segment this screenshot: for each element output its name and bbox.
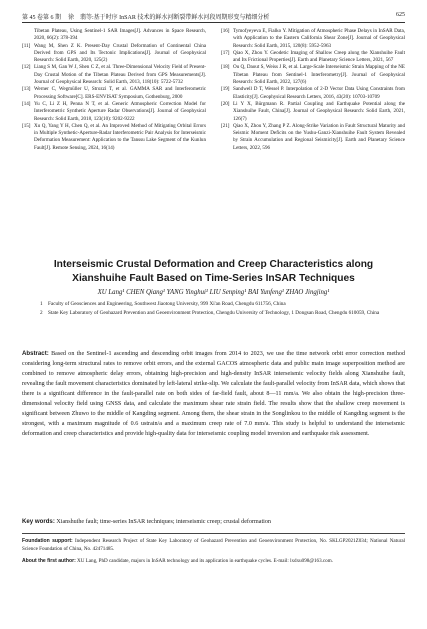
funding-footnote: [22, 537, 405, 553]
reference-item: [13] Werner C, Wegmüller U, Strozzi T, et al. GAMMA SAR and Interferometric Processing Software[C]. ERS-ENVISAT Symposium, Gothenburg, 2000: [22, 86, 206, 100]
abstract: [22, 349, 405, 439]
header-page-number: 625: [396, 12, 405, 18]
reference-item: [11] Wang M, Shen Z K. Present-Day Crustal Deformation of Continental China Derived from GPS and Its Tectonic Implications[J]. Journal of Geophysical Research: Solid Earth, 2020, 125(2): [22, 42, 206, 64]
header-issue: 第 45 卷第 6 期: [22, 15, 62, 21]
reference-item: [17] Qiao X, Zhou Y. Geodetic Imaging of Shallow Creep along the Xianshuihe Fault and Its Frictional Properties[J]. Earth and Planetary Science Letters, 2021, 567: [221, 49, 405, 64]
reference-item: [12] Liang S M, Gan W J, Shen C Z, et al. Three-Dimensional Velocity Field of Present-Day Crustal Motion of the Tibetan Plateau Derived from GPS Measurements[J]. Journal of Geophysical Research: Solid Earth, 2013, 118(10): 5722-5732: [22, 64, 206, 86]
paper-title: [30, 258, 397, 286]
keywords-text: Xianshuihe fault; time-series InSAR techniques; interseismic creep; crustal deformation: [54, 519, 271, 525]
author-list: XU Lang¹ CHEN Qiang¹ YANG Yinghui¹ LIU Senping¹ BAI Yunfeng¹ ZHAO Jingjing¹: [97, 289, 330, 296]
keywords: [22, 518, 405, 525]
title-line-2: Xianshuihe Fault Based on Time-Series InSAR Techniques: [72, 273, 355, 284]
reference-list: [22, 28, 405, 254]
reference-item: [20] Li Y X, Bürgmann R. Partial Coupling and Earthquake Potential along the Xianshuihe Fault, China[J]. Journal of Geophysical Research: Solid Earth, 2021, 126(7): [221, 100, 405, 122]
reference-item: [19] Sandwell D T, Wessel P. Interpolation of 2-D Vector Data Using Constraints from Elasticity[J]. Geophysical Research Letters, 2016, 43(20): 10703-10709: [221, 86, 405, 100]
reference-item: [14] Yu C, Li Z H, Penna N T, et al. Generic Atmospheric Correction Model for Interferometric Synthetic Aperture Radar Observations[J]. Journal of Geophysical Research: Solid Earth, 2018, 123(10): 9202-9222: [22, 100, 206, 122]
author-text: XU Lang, PhD candidate, majors in InSAR technology and its application in earthquake cycles. E-mail: lxdxu098@163.com.: [75, 558, 333, 564]
affiliation-2: 2 State Key Laboratory of Geohazard Prevention and Geoenvironment Protection, Chengdu University of Technology, 1 Dongsan Road, Chengdu 610059, China: [40, 310, 380, 316]
abstract-label: Abstract:: [22, 350, 49, 357]
title-line-1: Interseismic Crustal Deformation and Creep Characteristics along: [53, 259, 374, 270]
affiliation-1: 1 Faculty of Geosciences and Engineering, Southwest Jiaotong University, 999 Xi'an Road, Chengdu 611756, China: [40, 301, 286, 307]
funding-text: Independent Research Project of State Key Laboratory of Geohazard Prevention and Geoenvironment Protection, No. SKLGP2021Z034; National Natural Science Foundation of China, No. 42471485.: [22, 538, 405, 552]
reference-item: [15] Xu Q, Yang Y H, Chen Q, et al. An Improved Method of Mitigating Orbital Errors in Multiple Synthetic-Aperture-Radar Interferometric Pair Analysis for Interseismic Deformation Measurement: Application to the Tanssu Lake Segment of the Kunlun Fault[J]. Remote Sensing, 2024, 16(14): [22, 122, 206, 151]
header-title: 徐 翡等:基于时序 InSAR 技术的鲜水河断裂带鲜水河段周期形变与精细分析: [68, 15, 270, 21]
abstract-text: Based on the Sentinel-1 ascending and descending orbit images from 2014 to 2023, we use the time network orbit error correction method considering long-term structural rates to remove orbit errors, and the external GACOS atmospheric data and public main image superposition method are combined to remove atmospheric delay errors, obtaining high-precision and high-density InSAR interseismic velocity fields along Xianshuihe fault, revealing the fault movement characteristics dominated by left-lateral strike-slip. We calculate the fault-parallel velocity from InSAR data, which shows that there is a significant difference in the fault-parallel rate on both sides of far-field fault, about 8—11 mm/a. We also obtain the high-precision three-dimensional velocity field using GNSS data, and calculate the maximum shear rate strain field. The results show that the shallow creep movement is significant between Zhuwo to the middle of Kangding segment. Among them, the shear strain in the Songlinkou to the middle of Kangding segment is the strongest, with a maximum magnitude of 0.6 ustrain/a and a maximum creep rate of 7.0 mm/a. This study is helpful to understand the interseismic deformation and creep characteristics and provide high-quality data for interseismic coupling model inversion and earthquake risk assessment.: [22, 351, 405, 437]
keywords-label: Key words:: [22, 518, 55, 525]
reference-item: [16] Tymofyeyeva E, Fialko Y. Mitigation of Atmospheric Phase Delays in InSAR Data, with Application to the Eastern California Shear Zone[J]. Journal of Geophysical Research: Solid Earth, 2015, 120(8): 5952-5963: [221, 28, 405, 49]
reference-item: [18] Ou Q, Daout S, Weiss J R, et al. Large-Scale Interseismic Strain Mapping of the NE Tibetan Plateau from Sentinel-1 Interferometry[J]. Journal of Geophysical Research: Solid Earth, 2022, 127(6): [221, 64, 405, 86]
author-label: About the first author:: [22, 558, 76, 564]
reference-column-left: [22, 28, 206, 152]
funding-label: Foundation support:: [22, 538, 73, 544]
reference-item: [21] Qiao X, Zhou Y, Zhang P Z. Along-Strike Variation in Fault Structural Maturity and Seismic Moment Deficits on the Yushu-Ganzi-Xianshuihe Fault System Revealed by Strain Accumulation and Regional Seismicity[J]. Earth and Planetary Science Letters, 2022, 596: [221, 122, 405, 151]
author-footnote: [22, 557, 405, 565]
footnote-divider: [22, 533, 405, 534]
reference-item: Tibetan Plateau, Using Sentinel-1 SAR Images[J]. Advances in Space Research, 2020, 66(2): 378-394: [34, 28, 206, 42]
running-header: [22, 10, 405, 23]
reference-column-right: [221, 28, 405, 152]
